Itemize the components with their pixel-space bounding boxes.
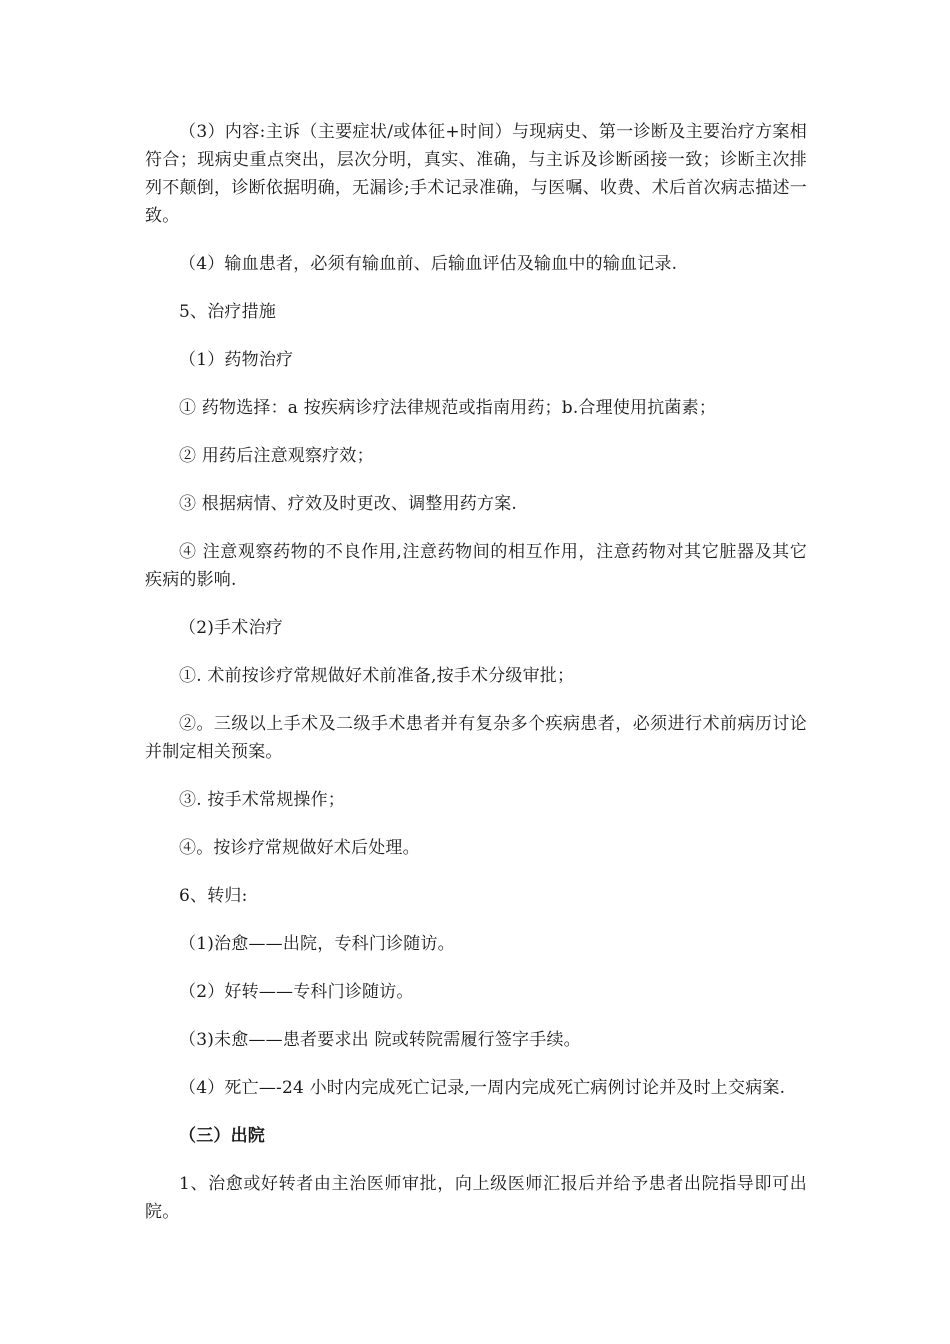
heading-discharge: （三）出院 <box>179 1126 265 1146</box>
list-item-improved: （2）好转——专科门诊随访。 <box>179 982 414 1002</box>
list-item-surgery-procedure: ③. 按手术常规操作； <box>179 790 346 810</box>
list-item-observe-efficacy: ② 用药后注意观察疗效； <box>179 446 374 466</box>
heading-treatment-measures: 5、治疗措施 <box>179 302 277 322</box>
list-item-preop-discussion: ②。三级以上手术及二级手术患者并有复杂多个疾病患者，必须进行术前病历讨论并制定相关预案。 <box>145 714 807 762</box>
paragraph-discharge-approval: 1、治愈或好转者由主治医师审批，向上级医师汇报后并给予患者出院指导即可出院。 <box>145 1174 807 1222</box>
list-item-drug-selection: ① 药物选择：a 按疾病诊疗法律规范或指南用药；b.合理使用抗菌素； <box>179 398 717 418</box>
heading-surgical-treatment: （2)手术治疗 <box>179 618 283 638</box>
heading-outcome: 6、转归: <box>179 886 248 906</box>
list-item-postop-care: ④。按诊疗常规做好术后处理。 <box>179 838 420 858</box>
list-item-adjust-plan: ③ 根据病情、疗效及时更改、调整用药方案. <box>179 494 518 514</box>
paragraph-blood-transfusion: （4）输血患者，必须有输血前、后输血评估及输血中的输血记录. <box>179 254 678 274</box>
paragraph-content-requirements: （3）内容:主诉（主要症状/或体征+时间）与现病史、第一诊断及主要治疗方案相符合；现病史重点突出，层次分明，真实、准确，与主诉及诊断函接一致；诊断主次排列不颠倒，诊断依据明确，无漏诊;手术记录准确，与医嘱、收费、术后首次病志描述一致。 <box>145 122 807 226</box>
heading-drug-therapy: （1）药物治疗 <box>179 350 294 370</box>
list-item-cured: （1)治愈——出院，专科门诊随访。 <box>179 934 455 954</box>
list-item-preop-preparation: ①. 术前按诊疗常规做好术前准备,按手术分级审批； <box>179 666 575 686</box>
list-item-adverse-effects: ④ 注意观察药物的不良作用,注意药物间的相互作用，注意药物对其它脏器及其它疾病的影响. <box>145 542 807 590</box>
list-item-death: （4）死亡—-24 小时内完成死亡记录,一周内完成死亡病例讨论并及时上交病案. <box>179 1078 786 1098</box>
document-page <box>145 118 807 1226</box>
list-item-not-cured: （3)未愈——患者要求出 院或转院需履行签字手续。 <box>179 1030 581 1050</box>
